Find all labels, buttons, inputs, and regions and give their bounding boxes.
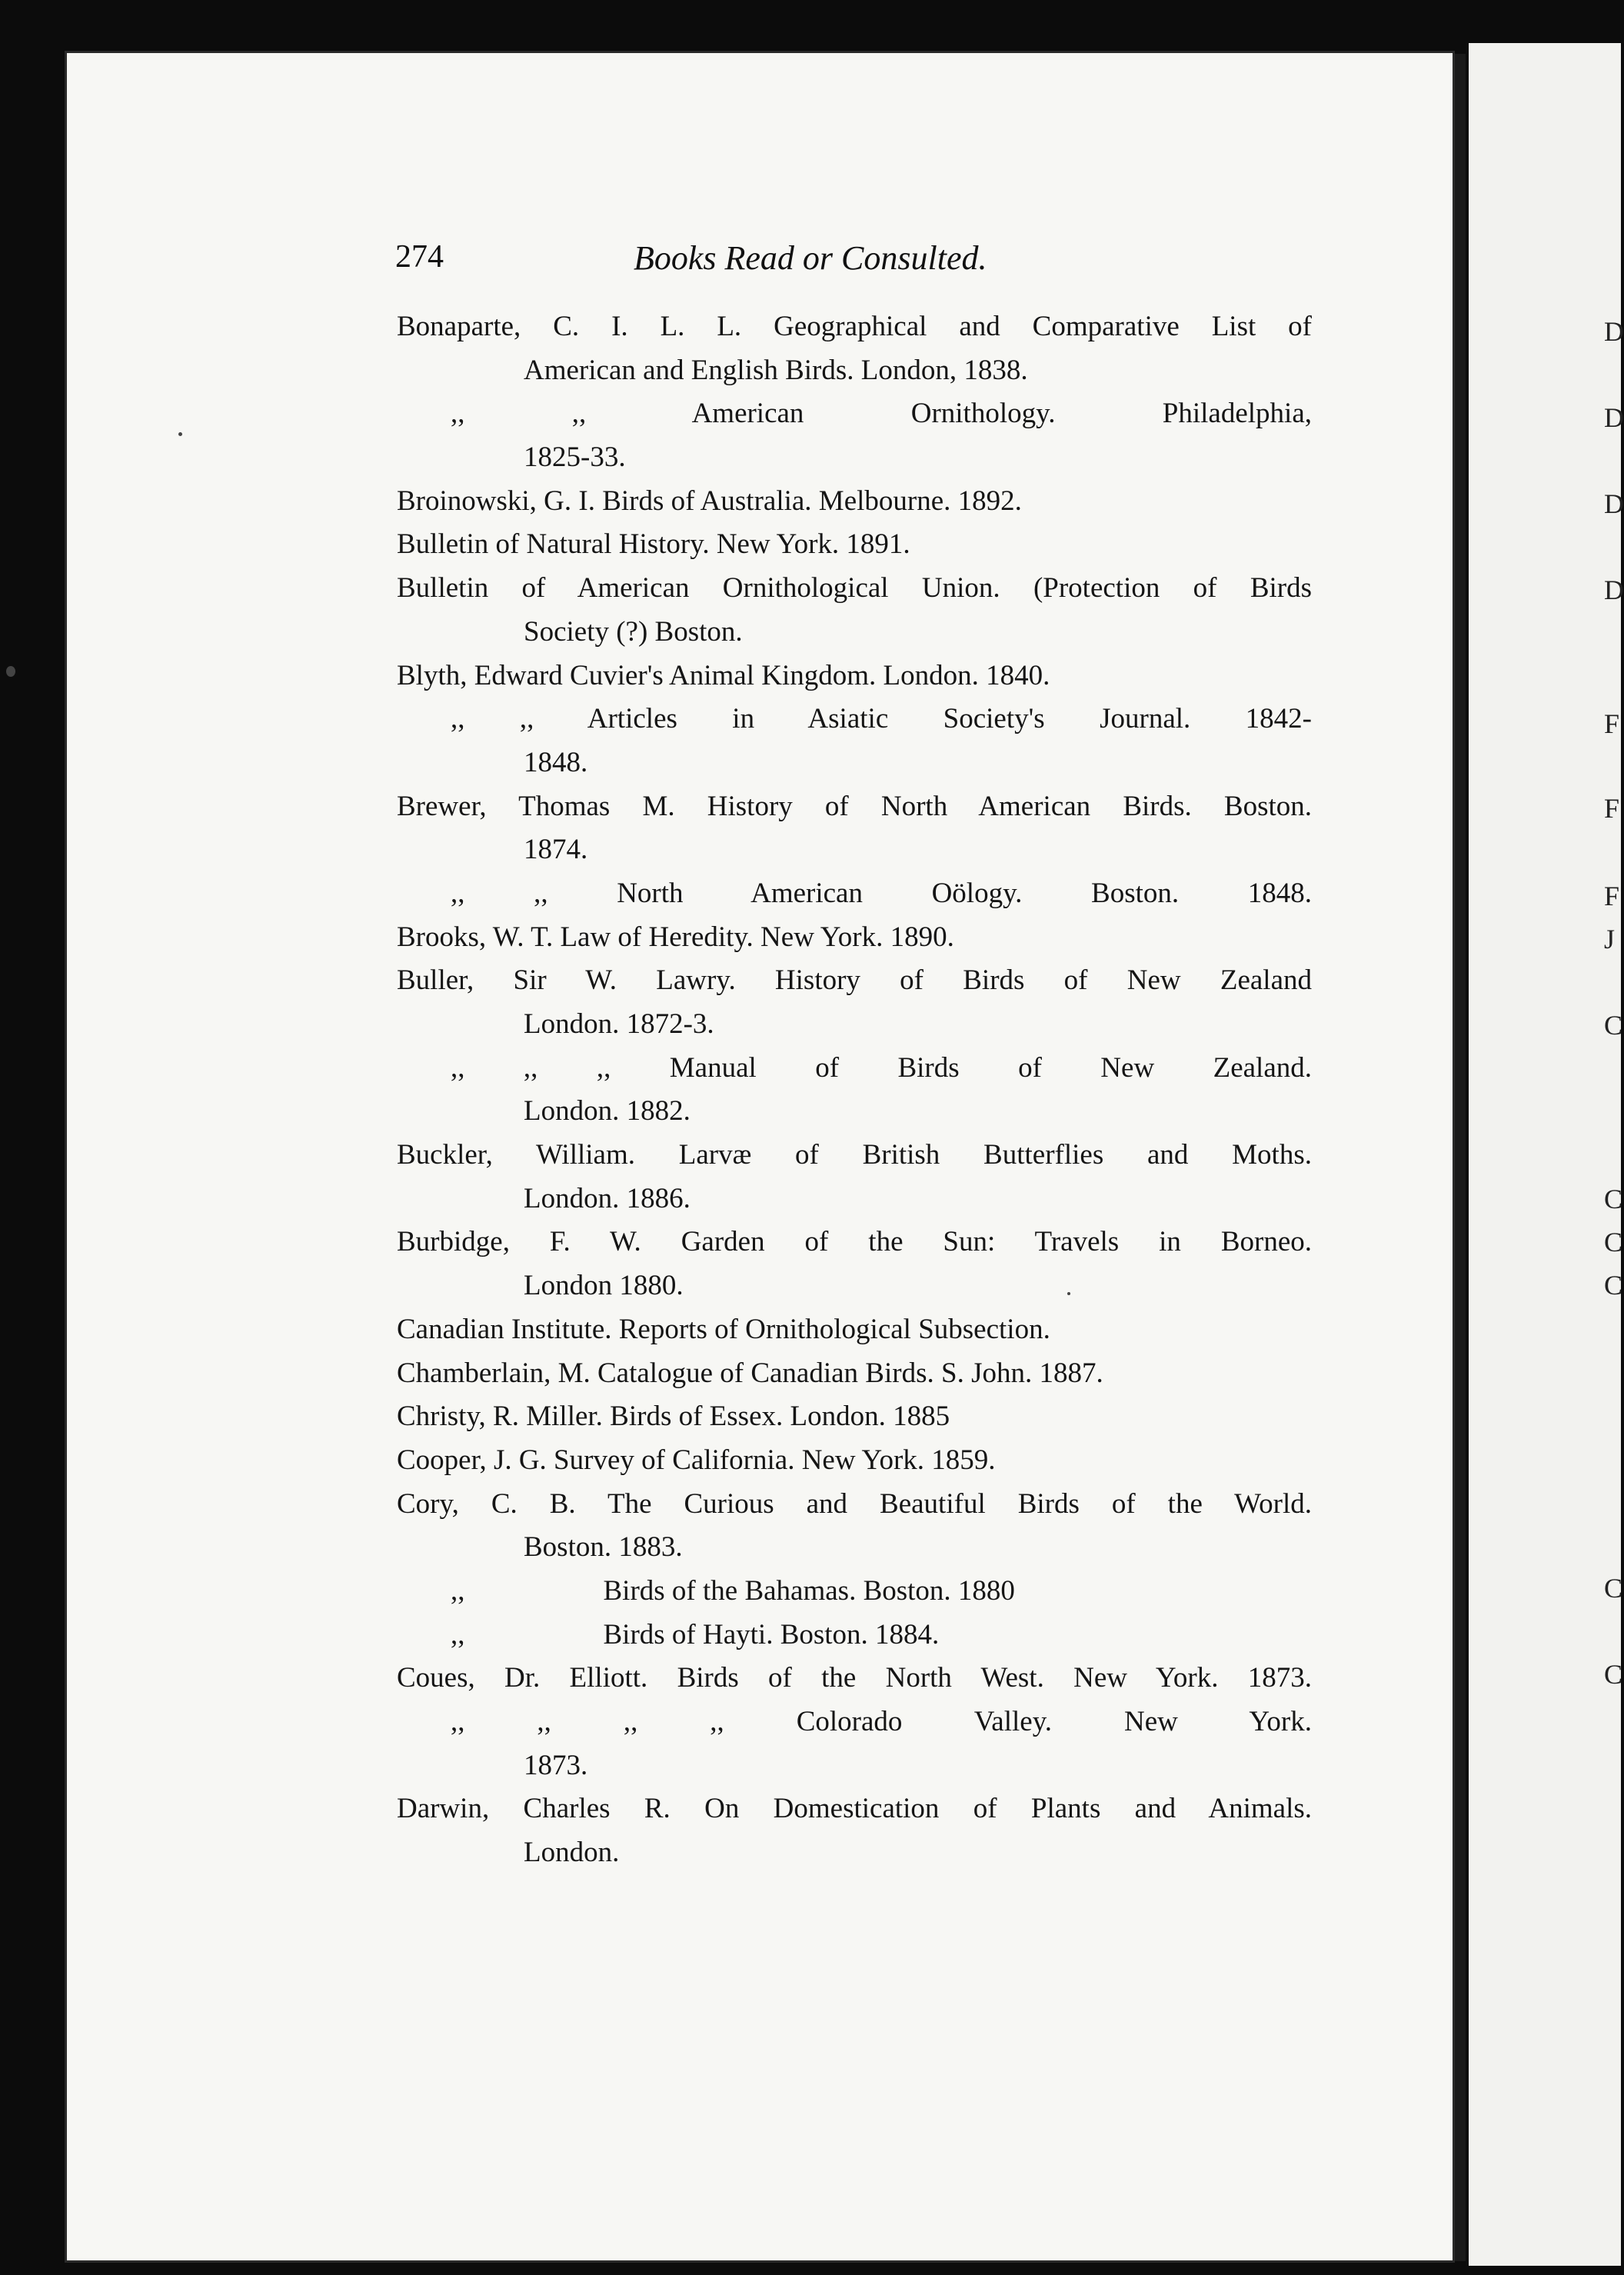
entry-continuation-line: London. 1886.: [524, 1182, 691, 1214]
entry-line: Cory, C. B. The Curious and Beautiful Birds of the World.: [397, 1487, 1312, 1520]
scan-speck: [1067, 1292, 1070, 1295]
bibliography-entry: [397, 480, 1312, 524]
adjacent-page-letter: D: [1604, 575, 1624, 605]
bibliography-entry: [397, 916, 1312, 960]
entry-continuation-line: Society (?) Boston.: [524, 615, 743, 648]
bibliography-entry: [397, 698, 1312, 784]
entry-line: Blyth, Edward Cuvier's Animal Kingdom. London. 1840.: [397, 659, 1050, 691]
entry-text: Birds of Hayti. Boston. 1884.: [603, 1618, 940, 1650]
adjacent-page-letter: C: [1604, 1659, 1623, 1690]
entry-continuation-line: London. 1872-3.: [524, 1008, 714, 1040]
bibliography-entry: [397, 1657, 1312, 1700]
bibliography-entry: [397, 1352, 1312, 1396]
bibliography-entry: [397, 1134, 1312, 1221]
entry-line: Broinowski, G. I. Birds of Australia. Melbourne. 1892.: [397, 485, 1022, 517]
entry-text: Birds of the Bahamas. Boston. 1880: [603, 1574, 1015, 1607]
bibliography-entry: [397, 567, 1312, 654]
bibliography-entry: [397, 959, 1312, 1046]
adjacent-page-letter: C: [1604, 1270, 1623, 1301]
bibliography-entry: [397, 1787, 1312, 1874]
adjacent-page-letter: D: [1604, 316, 1624, 347]
scan-speck: [6, 666, 15, 677]
entry-continuation-line: 1848.: [524, 746, 588, 778]
entry-continuation-line: American and English Birds. London, 1838.: [524, 354, 1028, 386]
entry-line: ,, ,, ,, ,, Colorado Valley. New York.: [451, 1706, 1312, 1737]
scan-speck: [178, 432, 182, 436]
adjacent-page-letter: F: [1604, 881, 1620, 911]
entry-line: ,, ,, American Ornithology. Philadelphia,: [451, 398, 1312, 430]
page-number: 274: [395, 239, 444, 275]
entry-continuation-line: 1873.: [524, 1749, 588, 1781]
entry-line: Darwin, Charles R. On Domestication of Plants and Animals.: [397, 1793, 1312, 1825]
entry-continuation-line: London.: [524, 1837, 620, 1869]
running-title: Books Read or Consulted.: [634, 239, 987, 277]
entry-line: Brewer, Thomas M. History of North American Birds. Boston.: [397, 790, 1312, 822]
bibliography-entry: [397, 655, 1312, 698]
entry-line: Christy, R. Miller. Birds of Essex. London. 1885: [397, 1401, 950, 1433]
entry-line: Chamberlain, M. Catalogue of Canadian Birds. S. John. 1887.: [397, 1357, 1103, 1389]
entry-line: Bulletin of American Ornithological Union. (Protection of Birds: [397, 572, 1312, 605]
entry-line: ,, ,, North American Oölogy. Boston. 1848.: [451, 877, 1312, 909]
adjacent-page-letter: C: [1604, 1573, 1623, 1604]
adjacent-page-letter: C: [1604, 1184, 1623, 1214]
entry-line: Coues, Dr. Elliott. Birds of the North West. New York. 1873.: [397, 1662, 1312, 1694]
entry-line: ,, ,, ,, Manual of Birds of New Zealand.: [451, 1051, 1312, 1084]
ditto-mark: ,,: [451, 1618, 465, 1650]
entry-line: Buller, Sir W. Lawry. History of Birds of New Zealand: [397, 964, 1312, 997]
entry-line: ,, ,, Articles in Asiatic Society's Journal. 1842-: [451, 703, 1312, 735]
entry-line: Brooks, W. T. Law of Heredity. New York. 1890.: [397, 921, 954, 953]
adjacent-page-letter: D: [1604, 402, 1624, 433]
bibliography-entry: [397, 392, 1312, 479]
bibliography-entry: [397, 1483, 1312, 1570]
adjacent-page-letter: F: [1604, 708, 1620, 739]
page-gutter: [1455, 54, 1466, 2261]
bibliography-entry: [397, 1395, 1312, 1439]
page-header: [395, 238, 1310, 285]
bibliography-entry: [397, 1308, 1312, 1352]
entry-continuation-line: London. 1882.: [524, 1095, 691, 1128]
adjacent-page-edge: [1469, 43, 1621, 2266]
entry-line: [397, 1570, 1312, 1614]
bibliography-entry: [397, 785, 1312, 872]
adjacent-page-letter: C: [1604, 1010, 1623, 1041]
bibliography-entry: [397, 305, 1312, 392]
entry-line: [397, 1614, 1312, 1657]
entry-continuation-line: Boston. 1883.: [524, 1531, 683, 1564]
ditto-mark: ,,: [451, 1574, 465, 1607]
entry-line: Burbidge, F. W. Garden of the Sun: Travels in Borneo.: [397, 1226, 1312, 1258]
bibliography-entry: [397, 523, 1312, 567]
entry-continuation-line: 1825-33.: [524, 441, 626, 474]
bibliography-entry: [397, 1221, 1312, 1307]
entry-line: Bonaparte, C. I. L. L. Geographical and Comparative List of: [397, 311, 1312, 342]
adjacent-page-letter: D: [1604, 488, 1624, 519]
bibliography-entry: [397, 1570, 1312, 1614]
entry-continuation-line: 1874.: [524, 834, 588, 866]
entry-line: Cooper, J. G. Survey of California. New York. 1859.: [397, 1444, 996, 1476]
bibliography-entry: [397, 1047, 1312, 1134]
entry-line: Canadian Institute. Reports of Ornithological Subsection.: [397, 1313, 1050, 1345]
bibliography-entry: [397, 1614, 1312, 1657]
bibliography-entry: [397, 1700, 1312, 1787]
adjacent-page-letter: C: [1604, 1227, 1623, 1257]
entry-line: Bulletin of Natural History. New York. 1891.: [397, 528, 910, 561]
entry-line: Buckler, William. Larvæ of British Butterflies and Moths.: [397, 1139, 1312, 1171]
adjacent-page-letter: F: [1604, 793, 1620, 824]
entry-continuation-line: London 1880.: [524, 1270, 684, 1302]
adjacent-page-letter: J: [1604, 924, 1616, 954]
bibliography-entry: [397, 1439, 1312, 1483]
bibliography-entry: [397, 872, 1312, 916]
bibliography-list: [397, 305, 1312, 1875]
